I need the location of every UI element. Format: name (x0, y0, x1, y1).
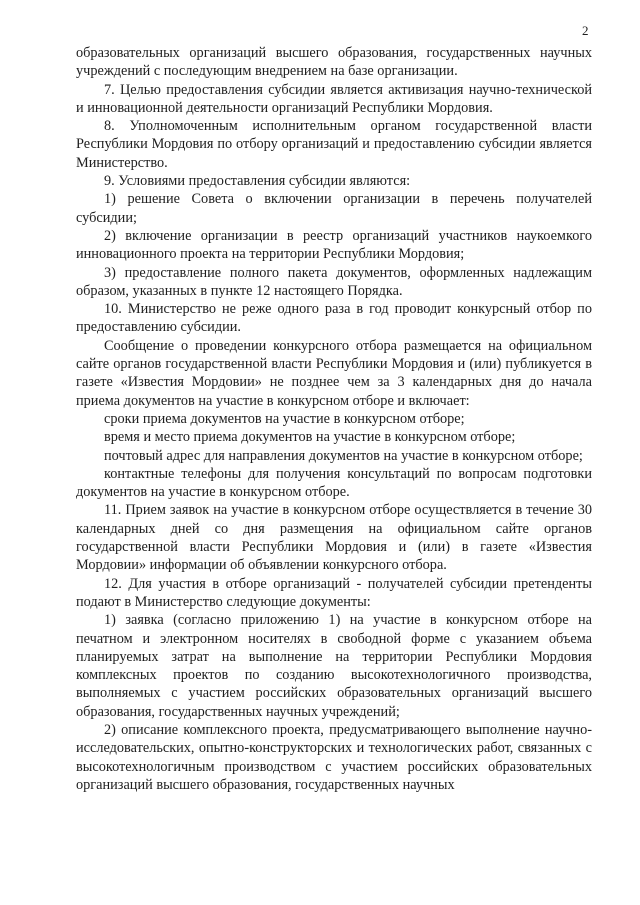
paragraph-clause-9-item-1: 1) решение Совета о включении организации в перечень получателей субсидии; (76, 191, 592, 226)
paragraph-announcement: Сообщение о проведении конкурсного отбора размещается на официальном сайте органов государственной власти Республики Мордовия и (или) публикуется в газете «Известия Мордовии» не позднее чем за 3 календарных дня до начала приема документов на участие в конкурсном отборе и включает: (76, 337, 592, 409)
page-number: 2 (582, 23, 589, 38)
paragraph-clause-7: 7. Целью предоставления субсидии является активизация научно-технической и инновационной деятельности организаций Республики Мордовия. (76, 81, 592, 116)
paragraph-clause-8: 8. Уполномоченным исполнительным органом государственной власти Республики Мордовия по отбору организаций и предоставлению субсидии является Министерство. (76, 118, 592, 171)
paragraph-clause-11: 11. Прием заявок на участие в конкурсном отборе осуществляется в течение 30 календарных дней со дня размещения на официальном сайте органов государственной власти Республики Мордовия и (или) в газете «Известия Мордовии» информации об объявлении конкурсного отбора. (76, 502, 592, 574)
paragraph-announcement-item-2: время и место приема документов на участие в конкурсном отборе; (104, 429, 516, 446)
paragraph-continuation: образовательных организаций высшего образования, государственных научных учреждений с последующим внедрением на базе организации. (76, 45, 592, 80)
paragraph-clause-9-item-3: 3) предоставление полного пакета документов, оформленных надлежащим образом, указанных в пункте 12 настоящего Порядка. (76, 264, 592, 299)
paragraph-announcement-item-1: сроки приема документов на участие в конкурсном отборе; (104, 410, 465, 427)
paragraph-clause-9: 9. Условиями предоставления субсидии являются: (104, 173, 411, 190)
paragraph-clause-12: 12. Для участия в отборе организаций - получателей субсидии претенденты подают в Министерство следующие документы: (76, 575, 592, 610)
paragraph-clause-12-item-2: 2) описание комплексного проекта, предусматривающего выполнение научно-исследовательских, опытно-конструкторских и технологических работ, связанных с высокотехнологичным производством с участием российских образовательных организаций высшего образования, государственных научных (76, 721, 592, 793)
paragraph-clause-12-item-1: 1) заявка (согласно приложению 1) на участие в конкурсном отборе на печатном и электронном носителях в свободной форме с указанием объема планируемых затрат на выполнение на территории Республики Мордовия комплексных проектов по созданию высокотехнологичного производства, выполняемых с участием российских образовательных организаций высшего образования, государственных научных учреждений; (76, 612, 592, 720)
paragraph-announcement-item-4: контактные телефоны для получения консультаций по вопросам подготовки документов на участие в конкурсном отборе. (76, 465, 592, 501)
paragraph-announcement-item-3: почтовый адрес для направления документов на участие в конкурсном отборе; (104, 447, 583, 464)
paragraph-clause-9-item-2: 2) включение организации в реестр организаций участников наукоемкого инновационного проекта на территории Республики Мордовия; (76, 227, 592, 263)
paragraph-clause-10: 10. Министерство не реже одного раза в год проводит конкурсный отбор по предоставлению субсидии. (76, 301, 592, 336)
document-body (76, 44, 592, 794)
